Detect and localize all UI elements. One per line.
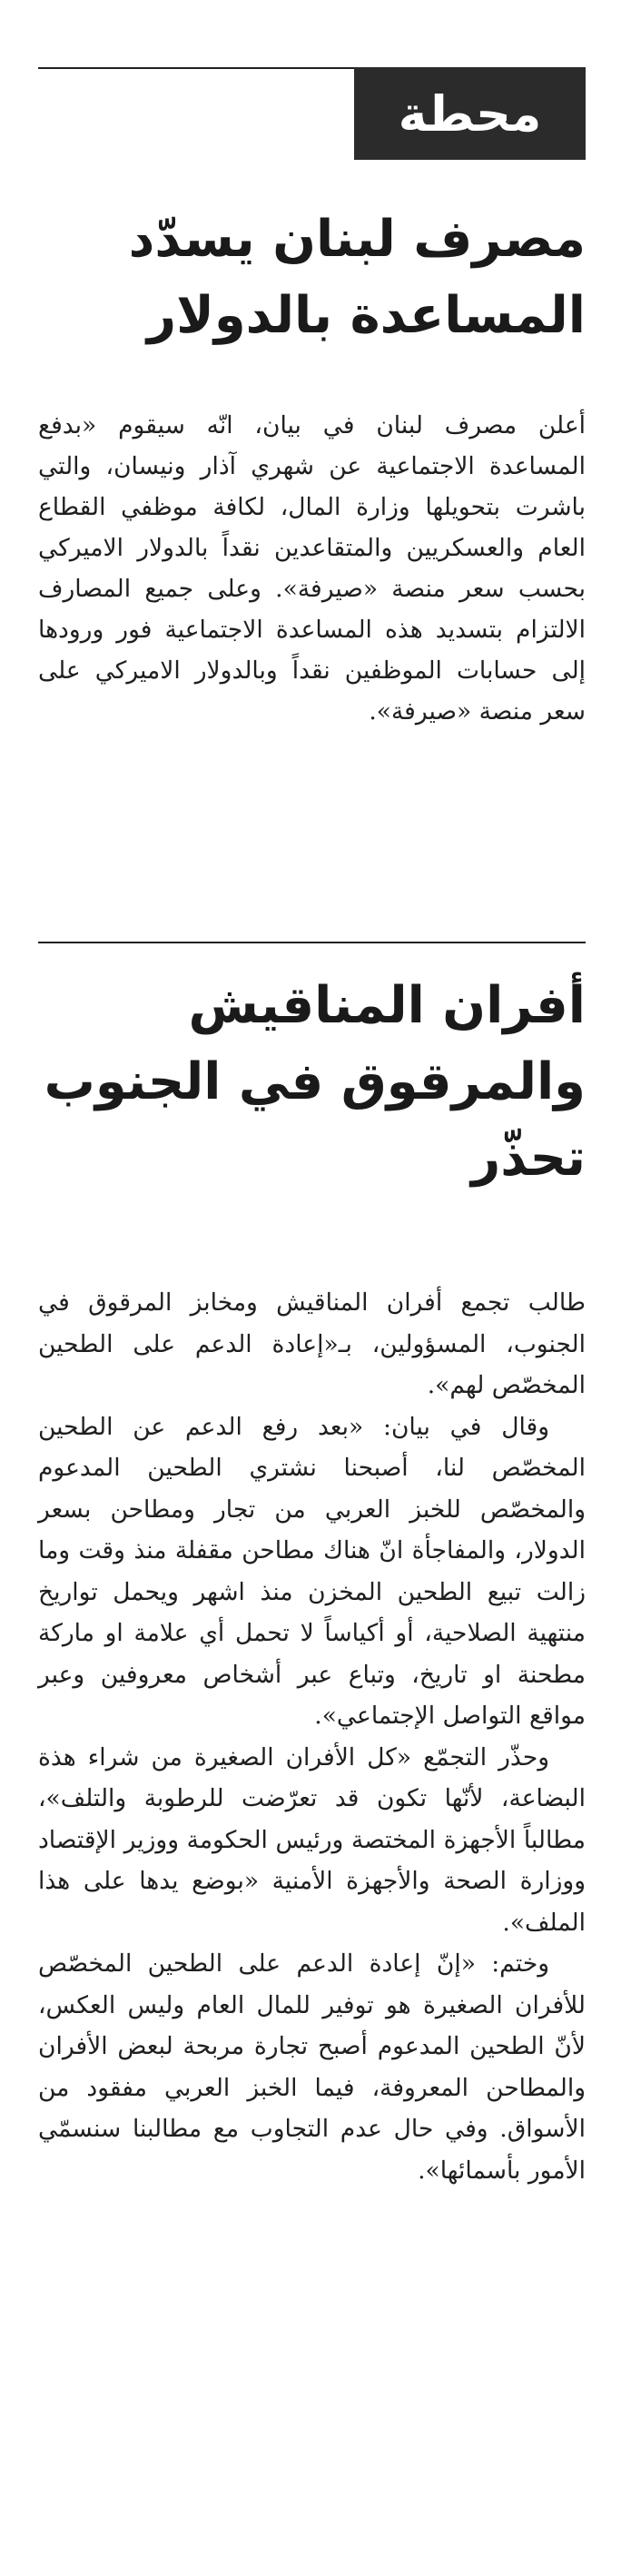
- article2-headline: أفران المناقيش والمرقوق في الجنوب تحذّر: [44, 976, 586, 1188]
- article-divider: [38, 942, 586, 943]
- article1-paragraph: أعلن مصرف لبنان في بيان، انّه سيقوم «بدفع المساعدة الاجتماعية عن شهري آذار ونيسان، والتي باشرت بتحويلها وزارة المال، لكافة موظفي القطاع العام والعسكريين والمتقاعدين نقداً بالدولار الاميركي بحسب سعر منصة «صيرفة». وعلى جميع المصارف الالتزام بتسديد هذه المساعدة الاجتماعية فور ورودها إلى حسابات الموظفين نقداً وبالدولار الاميركي على سعر منصة «صيرفة».: [38, 411, 586, 725]
- article2-paragraph: طالب تجمع أفران المناقيش ومخابز المرقوق في الجنوب، المسؤولين، بـ«إعادة الدعم على الطحين المخصّص لهم».: [38, 1288, 586, 1399]
- article1-headline: مصرف لبنان يسدّد المساعدة بالدولار: [128, 210, 586, 345]
- article2-paragraph: وقال في بيان: «بعد رفع الدعم عن الطحين المخصّص لنا، أصبحنا نشتري الطحين المدعوم والمخصّص للخبز العربي من تجار ومطاحن بسعر الدولار، والمفاجأة انّ هناك مطاحن مقفلة منذ وقت وما زالت تبيع الطحين المخزن منذ اشهر ويحمل تواريخ منتهية الصلاحية، أو أكياساً لا تحمل أي علامة او ماركة مطحنة او تاريخ، وتباع عبر أشخاص معروفين وعبر مواقع التواصل الإجتماعي».: [38, 1412, 586, 1730]
- article2-paragraph: وحذّر التجمّع «كل الأفران الصغيرة من شراء هذة البضاعة، لأنّها تكون قد تعرّضت للرطوبة والتلف»، مطالباً الأجهزة المختصة ورئيس الحكومة ووزير الإقتصاد ووزارة الصحة والأجهزة الأمنية «بوضع يدها على هذا الملف».: [38, 1742, 586, 1937]
- article1-body: [38, 405, 586, 732]
- section-tag: محطة: [354, 67, 586, 160]
- article2-body: [38, 1282, 586, 2191]
- article2-paragraph: وختم: «إنّ إعادة الدعم على الطحين المخصّص للأفران الصغيرة هو توفير للمال العام وليس العكس، لأنّ الطحين المدعوم أصبح تجارة مربحة لبعض الأفران والمطاحن المعروفة، فيما الخبز العربي مفقود من الأسواق. وفي حال عدم التجاوب مع مطالبنا سنسمّي الأمور بأسمائها».: [38, 1949, 586, 2185]
